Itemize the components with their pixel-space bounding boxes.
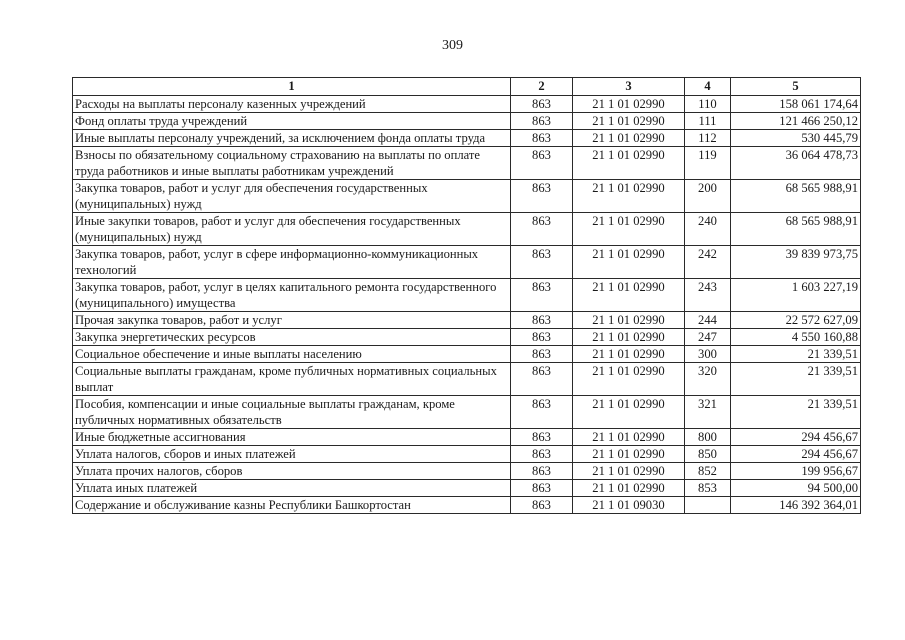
row-vr-cell <box>685 497 731 514</box>
row-csr-cell: 21 1 01 02990 <box>573 463 685 480</box>
row-ved-cell: 863 <box>511 446 573 463</box>
row-vr-cell: 200 <box>685 180 731 213</box>
table-row <box>73 396 861 429</box>
row-sum-cell: 158 061 174,64 <box>731 96 861 113</box>
row-sum-cell: 36 064 478,73 <box>731 147 861 180</box>
table-row <box>73 147 861 180</box>
row-ved-cell: 863 <box>511 213 573 246</box>
row-csr-cell: 21 1 01 02990 <box>573 279 685 312</box>
row-ved-cell: 863 <box>511 246 573 279</box>
table-row <box>73 246 861 279</box>
row-vr-cell: 110 <box>685 96 731 113</box>
row-csr-cell: 21 1 01 02990 <box>573 329 685 346</box>
row-csr-cell: 21 1 01 02990 <box>573 312 685 329</box>
header-col-4: 4 <box>685 78 731 96</box>
row-vr-cell: 112 <box>685 130 731 147</box>
table-row <box>73 96 861 113</box>
row-vr-cell: 800 <box>685 429 731 446</box>
row-ved-cell: 863 <box>511 147 573 180</box>
row-csr-cell: 21 1 01 09030 <box>573 497 685 514</box>
row-csr-cell: 21 1 01 02990 <box>573 180 685 213</box>
row-vr-cell: 853 <box>685 480 731 497</box>
row-name-cell: Взносы по обязательному социальному страхованию на выплаты по оплате труда работников и иные выплаты работникам учреждений <box>73 147 511 180</box>
budget-table <box>72 77 861 514</box>
row-ved-cell: 863 <box>511 130 573 147</box>
row-name-cell: Расходы на выплаты персоналу казенных учреждений <box>73 96 511 113</box>
table-row <box>73 363 861 396</box>
row-ved-cell: 863 <box>511 480 573 497</box>
row-ved-cell: 863 <box>511 329 573 346</box>
row-name-cell: Закупка товаров, работ и услуг для обеспечения государственных (муниципальных) нужд <box>73 180 511 213</box>
row-name-cell: Фонд оплаты труда учреждений <box>73 113 511 130</box>
row-vr-cell: 852 <box>685 463 731 480</box>
row-sum-cell: 4 550 160,88 <box>731 329 861 346</box>
table-row <box>73 329 861 346</box>
row-vr-cell: 850 <box>685 446 731 463</box>
row-csr-cell: 21 1 01 02990 <box>573 96 685 113</box>
row-csr-cell: 21 1 01 02990 <box>573 213 685 246</box>
table-row <box>73 312 861 329</box>
row-name-cell: Содержание и обслуживание казны Республики Башкортостан <box>73 497 511 514</box>
row-csr-cell: 21 1 01 02990 <box>573 113 685 130</box>
row-name-cell: Прочая закупка товаров, работ и услуг <box>73 312 511 329</box>
row-sum-cell: 68 565 988,91 <box>731 180 861 213</box>
row-ved-cell: 863 <box>511 363 573 396</box>
header-col-3: 3 <box>573 78 685 96</box>
row-sum-cell: 21 339,51 <box>731 363 861 396</box>
row-sum-cell: 146 392 364,01 <box>731 497 861 514</box>
table-body <box>73 96 861 514</box>
row-ved-cell: 863 <box>511 312 573 329</box>
row-sum-cell: 530 445,79 <box>731 130 861 147</box>
table-row <box>73 279 861 312</box>
row-sum-cell: 21 339,51 <box>731 346 861 363</box>
row-vr-cell: 240 <box>685 213 731 246</box>
header-col-2: 2 <box>511 78 573 96</box>
row-name-cell: Закупка товаров, работ, услуг в сфере информационно-коммуникационных технологий <box>73 246 511 279</box>
page-number: 309 <box>442 38 463 53</box>
row-csr-cell: 21 1 01 02990 <box>573 480 685 497</box>
row-sum-cell: 294 456,67 <box>731 429 861 446</box>
row-name-cell: Социальное обеспечение и иные выплаты населению <box>73 346 511 363</box>
row-csr-cell: 21 1 01 02990 <box>573 346 685 363</box>
table-row <box>73 463 861 480</box>
row-sum-cell: 199 956,67 <box>731 463 861 480</box>
table-row <box>73 213 861 246</box>
header-row <box>73 78 861 96</box>
header-col-5: 5 <box>731 78 861 96</box>
row-ved-cell: 863 <box>511 396 573 429</box>
row-name-cell: Закупка товаров, работ, услуг в целях капитального ремонта государственного (муниципального) имущества <box>73 279 511 312</box>
row-ved-cell: 863 <box>511 279 573 312</box>
row-ved-cell: 863 <box>511 463 573 480</box>
row-csr-cell: 21 1 01 02990 <box>573 246 685 279</box>
row-name-cell: Закупка энергетических ресурсов <box>73 329 511 346</box>
row-vr-cell: 119 <box>685 147 731 180</box>
row-vr-cell: 111 <box>685 113 731 130</box>
row-csr-cell: 21 1 01 02990 <box>573 396 685 429</box>
table-row <box>73 130 861 147</box>
row-vr-cell: 321 <box>685 396 731 429</box>
row-csr-cell: 21 1 01 02990 <box>573 130 685 147</box>
row-ved-cell: 863 <box>511 346 573 363</box>
row-ved-cell: 863 <box>511 180 573 213</box>
row-csr-cell: 21 1 01 02990 <box>573 363 685 396</box>
row-ved-cell: 863 <box>511 497 573 514</box>
row-vr-cell: 247 <box>685 329 731 346</box>
row-name-cell: Пособия, компенсации и иные социальные выплаты гражданам, кроме публичных нормативных обязательств <box>73 396 511 429</box>
row-csr-cell: 21 1 01 02990 <box>573 147 685 180</box>
row-ved-cell: 863 <box>511 96 573 113</box>
row-name-cell: Иные бюджетные ассигнования <box>73 429 511 446</box>
row-sum-cell: 294 456,67 <box>731 446 861 463</box>
row-sum-cell: 21 339,51 <box>731 396 861 429</box>
table-row <box>73 480 861 497</box>
table-row <box>73 446 861 463</box>
row-csr-cell: 21 1 01 02990 <box>573 446 685 463</box>
table-row <box>73 346 861 363</box>
row-sum-cell: 1 603 227,19 <box>731 279 861 312</box>
row-csr-cell: 21 1 01 02990 <box>573 429 685 446</box>
row-vr-cell: 242 <box>685 246 731 279</box>
row-ved-cell: 863 <box>511 429 573 446</box>
table-row <box>73 113 861 130</box>
row-name-cell: Иные выплаты персоналу учреждений, за исключением фонда оплаты труда <box>73 130 511 147</box>
row-name-cell: Уплата налогов, сборов и иных платежей <box>73 446 511 463</box>
row-vr-cell: 320 <box>685 363 731 396</box>
row-ved-cell: 863 <box>511 113 573 130</box>
table-row <box>73 429 861 446</box>
row-vr-cell: 300 <box>685 346 731 363</box>
row-name-cell: Социальные выплаты гражданам, кроме публичных нормативных социальных выплат <box>73 363 511 396</box>
table-row <box>73 497 861 514</box>
row-name-cell: Иные закупки товаров, работ и услуг для обеспечения государственных (муниципальных) нужд <box>73 213 511 246</box>
row-sum-cell: 68 565 988,91 <box>731 213 861 246</box>
row-sum-cell: 94 500,00 <box>731 480 861 497</box>
header-col-1: 1 <box>73 78 511 96</box>
row-sum-cell: 39 839 973,75 <box>731 246 861 279</box>
row-vr-cell: 244 <box>685 312 731 329</box>
row-name-cell: Уплата прочих налогов, сборов <box>73 463 511 480</box>
row-name-cell: Уплата иных платежей <box>73 480 511 497</box>
row-sum-cell: 22 572 627,09 <box>731 312 861 329</box>
table-row <box>73 180 861 213</box>
row-sum-cell: 121 466 250,12 <box>731 113 861 130</box>
row-vr-cell: 243 <box>685 279 731 312</box>
